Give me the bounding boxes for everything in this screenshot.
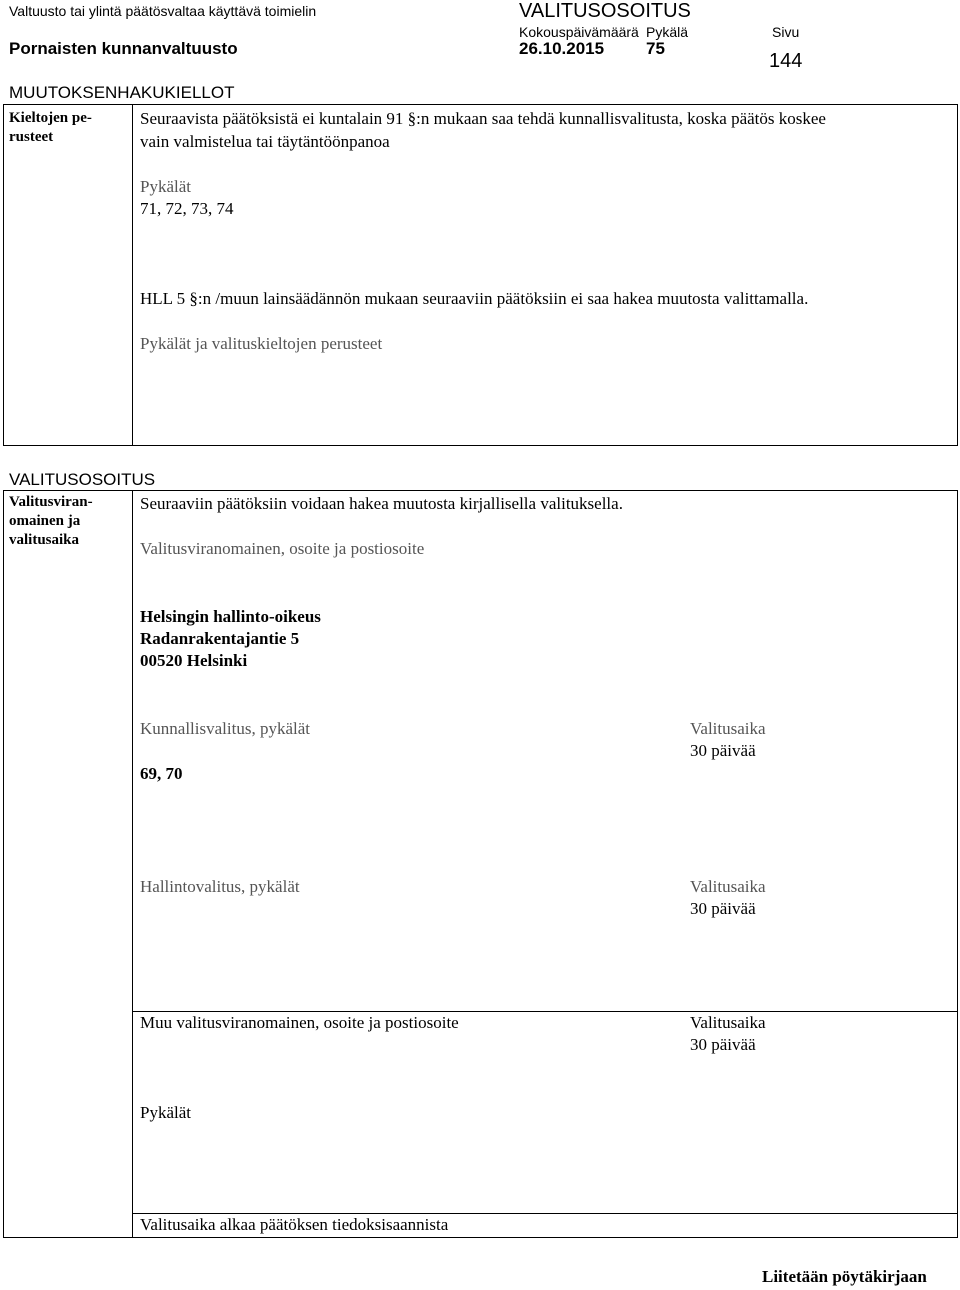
prohibition-sections-value: 71, 72, 73, 74 xyxy=(140,199,234,218)
appeal-period-start: Valitusaika alkaa päätöksen tiedoksisaannista xyxy=(140,1215,449,1234)
other-authority-divider xyxy=(132,1011,958,1012)
appeal-start-divider xyxy=(132,1213,958,1214)
administrative-appeal-period: 30 päivää xyxy=(690,899,756,918)
administrative-appeal-label: Hallintovalitus, pykälät xyxy=(140,877,300,896)
meeting-date: 26.10.2015 xyxy=(519,39,605,58)
prohibitions-label-line: Kieltojen pe- xyxy=(9,110,92,126)
appeal-instructions-heading: VALITUSOSOITUS xyxy=(9,470,156,489)
administrative-appeal-period-label: Valitusaika xyxy=(690,877,766,896)
prohibition-grounds-label: Pykälät ja valituskieltojen perusteet xyxy=(140,334,383,353)
prohibition-text-line: vain valmistelua tai täytäntöönpanoa xyxy=(140,132,390,151)
authority-label: Valitusviranomainen, osoite ja postiosoite xyxy=(140,539,425,558)
appeal-label xyxy=(9,493,93,550)
authority-city: 00520 Helsinki xyxy=(140,651,248,670)
organ-type-label: Valtuusto tai ylintä päätösvaltaa käyttävä toimielin xyxy=(9,3,317,19)
municipal-appeal-period: 30 päivää xyxy=(690,741,756,760)
prohibitions-column-divider xyxy=(132,104,133,446)
section-number: 75 xyxy=(646,39,665,58)
meeting-date-label: Kokouspäivämäärä xyxy=(519,24,639,40)
other-authority-period: 30 päivää xyxy=(690,1035,756,1054)
section-number-label: Pykälä xyxy=(646,24,689,40)
other-authority-sections-label: Pykälät xyxy=(140,1103,191,1122)
authority-street: Radanrakentajantie 5 xyxy=(140,629,300,648)
appeal-column-divider xyxy=(132,490,133,1238)
appeal-label-line: valitusaika xyxy=(9,532,80,548)
prohibition-text-line: Seuraavista päätöksistä ei kuntalain 91 §:n mukaan saa tehdä kunnallisvalitusta, koska päätös koskee xyxy=(140,109,826,128)
appeal-box xyxy=(3,490,958,1238)
municipal-appeal-sections: 69, 70 xyxy=(140,764,183,783)
page-number: 144 xyxy=(769,50,803,72)
appeal-label-line: Valitusviran- xyxy=(9,494,93,510)
prohibitions-label xyxy=(9,109,92,147)
attach-to-minutes-note: Liitetään pöytäkirjaan xyxy=(762,1267,927,1286)
page-number-label: Sivu xyxy=(772,24,800,40)
special-law-text: HLL 5 §:n /muun lainsäädännön mukaan seuraaviin päätöksiin ei saa hakea muutosta valittamalla. xyxy=(140,289,809,308)
prohibitions-heading: MUUTOKSENHAKUKIELLOT xyxy=(9,83,235,102)
prohibitions-label-line: rusteet xyxy=(9,129,54,145)
authority-name: Helsingin hallinto-oikeus xyxy=(140,607,321,626)
prohibition-sections-label: Pykälät xyxy=(140,177,191,196)
municipal-appeal-label: Kunnallisvalitus, pykälät xyxy=(140,719,310,738)
organ-name: Pornaisten kunnanvaltuusto xyxy=(9,39,238,58)
prohibitions-box xyxy=(3,104,958,446)
municipal-appeal-period-label: Valitusaika xyxy=(690,719,766,738)
other-authority-label: Muu valitusviranomainen, osoite ja postiosoite xyxy=(140,1013,459,1032)
appeal-label-line: omainen ja xyxy=(9,513,81,529)
document-title: VALITUSOSOITUS xyxy=(519,0,691,22)
other-authority-period-label: Valitusaika xyxy=(690,1013,766,1032)
appeal-intro: Seuraaviin päätöksiin voidaan hakea muutosta kirjallisella valituksella. xyxy=(140,494,623,513)
